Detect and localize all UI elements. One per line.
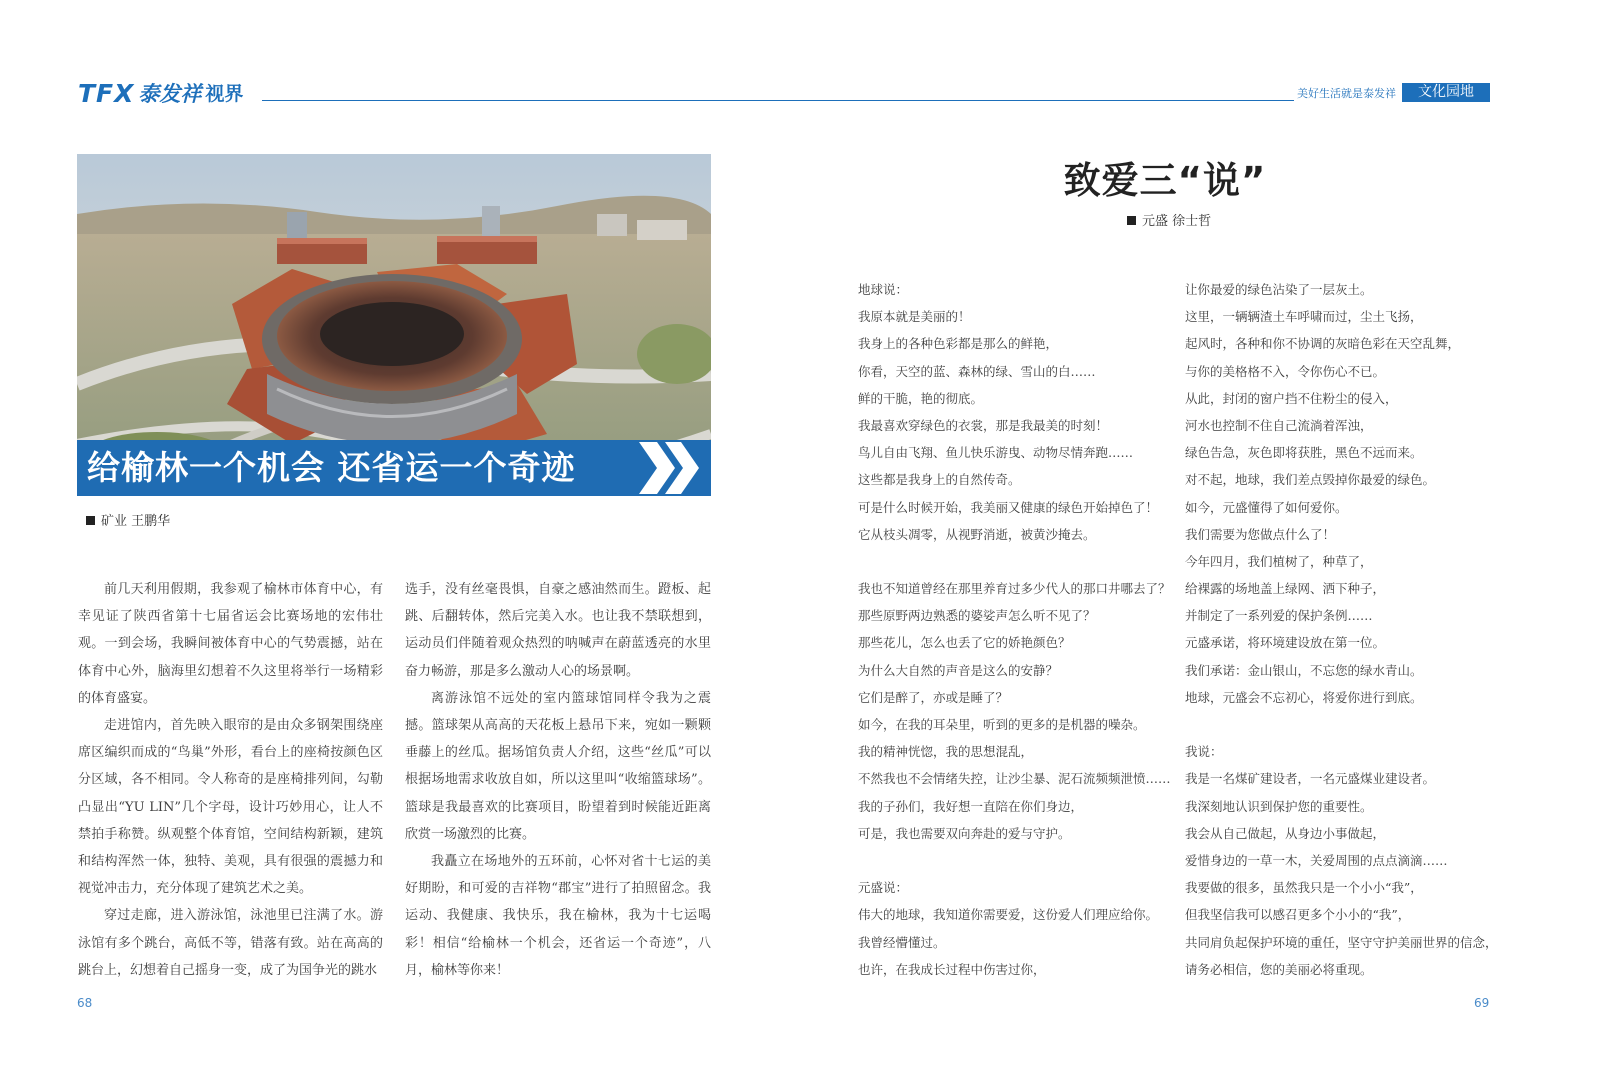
poem-line: 我的子孙们，我好想一直陪在你们身边， (858, 798, 1084, 814)
header-rule (262, 100, 1294, 101)
page-number-left: 68 (77, 996, 93, 1010)
poem-line: 我们需要为您做点什么了！ (1185, 526, 1336, 542)
poem-line: 也许，在我成长过程中伤害过你， (858, 961, 1046, 977)
poem-line: 伟大的地球，我知道你需要爱，这份爱人们理应给你。 (858, 907, 1159, 923)
byline-square-icon (1127, 216, 1136, 225)
poem-line: 给裸露的场地盖上绿网、洒下种子， (1185, 581, 1386, 597)
left-article-byline (86, 510, 170, 529)
poem-line: 我最喜欢穿绿色的衣裳，那是我最美的时刻！ (858, 417, 1109, 433)
poem-line: 我会从自己做起，从身边小事做起， (1185, 825, 1386, 841)
poem-line: 那些原野两边熟悉的婆娑声怎么听不见了？ (858, 608, 1096, 624)
double-chevron-icon (635, 442, 705, 494)
poem-line: 那些花儿，怎么也丢了它的娇艳颜色？ (858, 635, 1071, 651)
poem-line: 我深刻地认识到保护您的重要性。 (1185, 798, 1373, 814)
page-number-right: 69 (1474, 996, 1490, 1010)
poem-line: 不然我也不会情绪失控，让沙尘暴、泥石流频频泄愤…… (858, 771, 1171, 787)
byline-square-icon (86, 516, 95, 525)
poem-line: 我们承诺：金山银山，不忘您的绿水青山。 (1185, 662, 1423, 678)
logo-chinese: 泰发祥 (138, 82, 202, 106)
poem-line (1185, 711, 1495, 738)
poem-column-1 (858, 276, 1173, 983)
poem-line: 地球，元盛会不忘初心，将爱你进行到底。 (1185, 689, 1423, 705)
poem-line: 让你最爱的绿色沾染了一层灰土。 (1185, 282, 1373, 297)
poem-line: 请务必相信，您的美丽必将重现。 (1185, 961, 1373, 977)
poem-line: 对不起，地球，我们差点毁掉你最爱的绿色。 (1185, 472, 1436, 488)
poem-line: 我曾经懵懂过。 (858, 934, 946, 950)
paragraph: 离游泳馆不远处的室内篮球馆同样令我为之震撼。篮球架从高高的天花板上悬吊下来，宛如一颗颗垂藤上的丝瓜。据场馆负责人介绍，这些“丝瓜”可以根据场地需求收放自如，所以这里叫“收缩篮球场”。篮球是我最喜欢的比赛项目，盼望着到时候能近距离欣赏一场激烈的比赛。 (405, 690, 711, 842)
poem-line: 我要做的很多，虽然我只是一个小小“我”， (1185, 880, 1423, 896)
logo-tfx: TFX (78, 79, 135, 108)
poem-line: 它们是醉了，亦或是睡了？ (858, 689, 1009, 705)
poem-line: 鸟儿自由飞翔、鱼儿快乐游曳、动物尽情奔跑…… (858, 445, 1134, 461)
poem-line: 为什么大自然的声音是这么的安静？ (858, 662, 1059, 678)
poem-line: 元盛说： (858, 880, 909, 896)
poem-line: 爱惜身边的一草一木，关爱周围的点点滴滴…… (1185, 852, 1448, 868)
poem-line: 但我坚信我可以感召更多个小小的“我”， (1185, 907, 1411, 923)
poem-line: 我是一名煤矿建设者，一名元盛煤业建设者。 (1185, 771, 1436, 787)
poem-line: 这里，一辆辆渣土车呼啸而过，尘土飞扬， (1185, 309, 1423, 325)
paragraph: 穿过走廊，进入游泳馆，泳池里已注满了水。游泳馆有多个跳台，高低不等，错落有致。站在高高的跳台上，幻想着自己摇身一变，成了为国争光的跳水 (78, 908, 383, 978)
poem-line: 鲜的干脆，艳的彻底。 (858, 390, 984, 406)
poem-line: 并制定了一系列爱的保护条例…… (1185, 608, 1373, 624)
left-article-title: 给榆林一个机会 还省运一个奇迹 (87, 448, 576, 487)
poem-line: 这些都是我身上的自然传奇。 (858, 472, 1021, 488)
poem-line: 河水也控制不住自己流淌着浑浊， (1185, 417, 1373, 433)
poem-line: 我说： (1185, 744, 1223, 760)
header-slogan: 美好生活就是泰发祥 (1297, 87, 1396, 100)
poem-line: 如今，元盛懂得了如何爱你。 (1185, 499, 1348, 515)
right-article-title: 致爱三“说” (1063, 159, 1267, 202)
poem-line: 可是什么时候开始，我美丽又健康的绿色开始掉色了！ (858, 499, 1159, 515)
section-tag: 文化园地 (1402, 83, 1490, 102)
poem-line: 我身上的各种色彩都是那么的鲜艳， (858, 336, 1059, 352)
poem-line: 我也不知道曾经在那里养育过多少代人的那口井哪去了？ (858, 581, 1171, 597)
left-article-column-2 (405, 576, 711, 984)
left-byline-text: 矿业 王鹏华 (101, 514, 171, 529)
paragraph: 走进馆内，首先映入眼帘的是由众多钢架围绕座席区编织而成的“鸟巢”外形，看台上的座椅按颜色区分区域，各不相同。令人称奇的是座椅排列间，勾勒凸显出“YU LIN”几个字母，设计巧妙用心，让人不禁拍手称赞。纵观整个体育馆，空间结构新颖，建筑和结构浑然一体，独特、美观，具有很强的震撼力和视觉冲击力，充分体现了建筑艺术之美。 (78, 718, 383, 897)
left-article-column-1 (78, 576, 383, 984)
right-byline-text: 元盛 徐士哲 (1142, 214, 1212, 229)
poem-line: 如今，在我的耳朵里，听到的更多的是机器的噪杂。 (858, 717, 1146, 732)
poem-line: 共同肩负起保护环境的重任，坚守守护美丽世界的信念， (1185, 934, 1498, 950)
poem-line: 可是，我也需要双向奔赴的爱与守护。 (858, 825, 1071, 841)
poem-line: 绿色告急，灰色即将获胜，黑色不远而来。 (1185, 445, 1423, 461)
logo-subtitle: 视界 (205, 83, 244, 105)
poem-line (858, 548, 1173, 575)
paragraph: 选手，没有丝毫畏惧，自豪之感油然而生。蹬板、起跳、后翻转体，然后完美入水。也让我不禁联想到，运动员们伴随着观众热烈的呐喊声在蔚蓝透亮的水里奋力畅游，那是多么激动人心的场景啊。 (405, 582, 711, 679)
poem-line: 它从枝头凋零，从视野消逝，被黄沙掩去。 (858, 526, 1096, 542)
right-article-byline (1127, 210, 1211, 229)
poem-line: 从此，封闭的窗户挡不住粉尘的侵入， (1185, 390, 1398, 406)
poem-line: 我的精神恍惚，我的思想混乱， (858, 744, 1034, 760)
poem-line: 起风时，各种和你不协调的灰暗色彩在天空乱舞， (1185, 336, 1461, 352)
paragraph: 前几天利用假期，我参观了榆林市体育中心，有幸见证了陕西省第十七届省运会比赛场地的宏伟壮观。一到会场，我瞬间被体育中心的气势震撼，站在体育中心外，脑海里幻想着不久这里将举行一场精彩的体育盛宴。 (78, 582, 383, 706)
poem-line: 我原本就是美丽的！ (858, 309, 971, 325)
poem-line: 与你的美格格不入，令你伤心不已。 (1185, 363, 1386, 379)
poem-line: 元盛承诺，将环境建设放在第一位。 (1185, 635, 1386, 651)
paragraph: 我矗立在场地外的五环前，心怀对省十七运的美好期盼，和可爱的吉祥物“郡宝”进行了拍照留念。我运动、我健康、我快乐，我在榆林，我为十七运喝彩！相信“给榆林一个机会，还省运一个奇迹”，八月，榆林等你来！ (405, 854, 711, 978)
poem-line: 今年四月，我们植树了，种草了， (1185, 553, 1373, 569)
poem-column-2 (1185, 276, 1498, 983)
magazine-logo (78, 80, 243, 106)
poem-line: 地球说： (858, 282, 909, 297)
poem-line: 你看，天空的蓝、森林的绿、雪山的白…… (858, 363, 1096, 379)
poem-line (858, 847, 1173, 874)
